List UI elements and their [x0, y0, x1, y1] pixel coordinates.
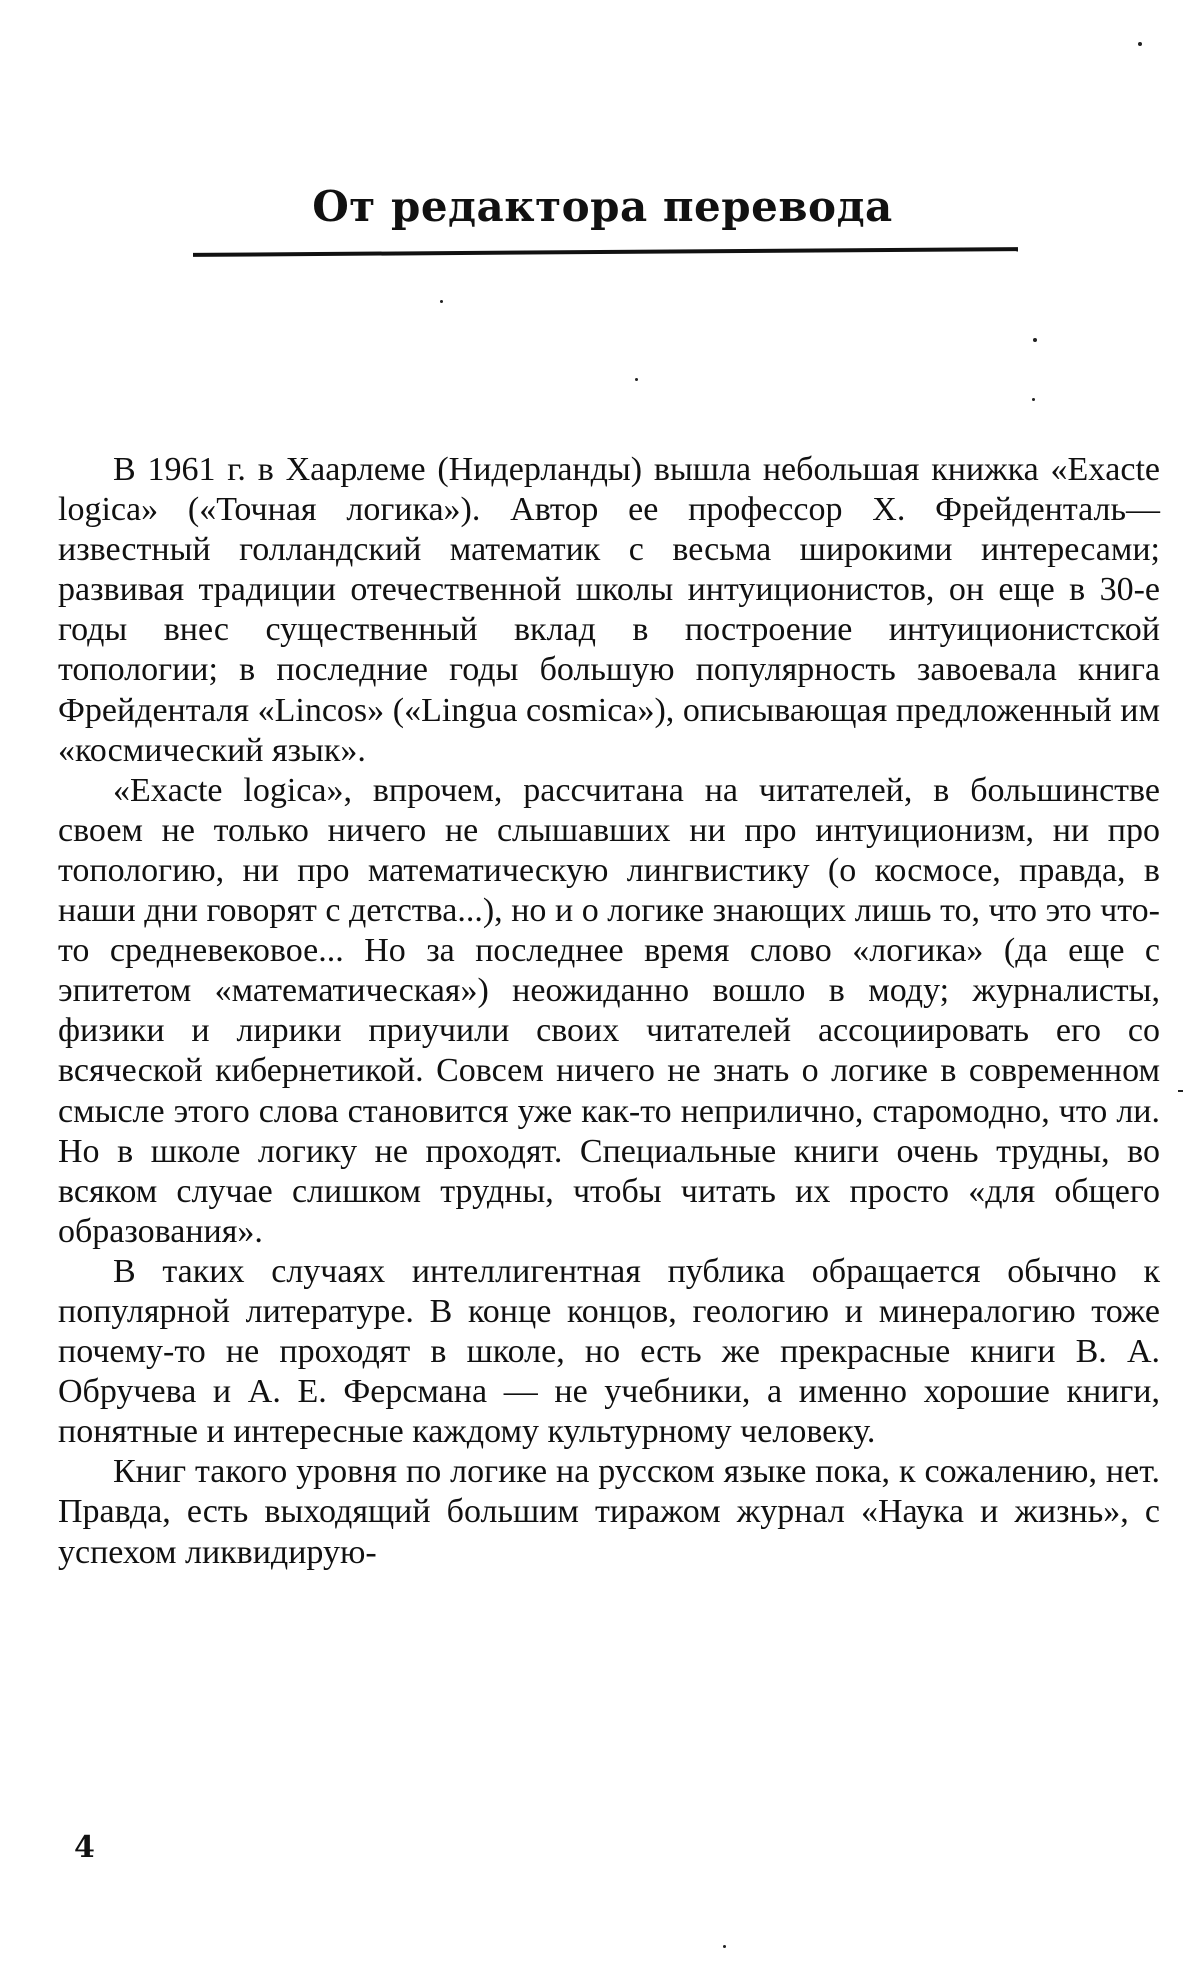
page-number: 4 [74, 1830, 95, 1865]
heading-underline [193, 247, 1018, 257]
page-heading: От редактора перевода [312, 182, 893, 231]
body-text [58, 450, 1160, 1573]
scan-speck [1178, 1090, 1183, 1092]
scan-speck [1033, 338, 1037, 342]
scan-speck [1032, 398, 1035, 401]
paragraph-4: Книг такого уровня по логике на русском языке пока, к сожалению, нет. Правда, есть выходящий большим тиражом журнал «Наука и жизнь», с успехом ликвидирую- [58, 1453, 1160, 1571]
paragraph-3: В таких случаях интеллигентная публика обращается обычно к популярной литературе. В конце концов, геологию и минералогию тоже почему-то не проходят в школе, но есть же прекрасные книги В. А. Обручева и А. Е. Ферсмана — не учебники, а именно хорошие книги, понятные и интересные каждому культурному человеку. [58, 1252, 1160, 1451]
scan-speck [635, 378, 638, 381]
scan-speck [1138, 42, 1142, 46]
scan-speck [723, 1945, 726, 1948]
paragraph-2: «Exacte logica», впрочем, рассчитана на читателей, в большинстве своем не только ничего не слышавших ни про интуиционизм, ни про топологию, ни про математическую лингвистику (о космосе, правда, в наши дни говорят с детства...), но и о логике знающих лишь то, что это что-то средневековое... Но за последнее время слово «логика» (да еще с эпитетом «математическая») неожиданно вошло в моду; журналисты, физики и лирики приучили своих читателей ассоциировать его со всяческой кибернетикой. Совсем ничего не знать о логике в современном смысле этого слова становится уже как-то неприлично, старомодно, что ли. Но в школе логику не проходят. Специальные книги очень трудны, во всяком случае слишком трудны, чтобы читать их просто «для общего образования». [58, 771, 1160, 1250]
paragraph-1: В 1961 г. в Хаарлеме (Нидерланды) вышла небольшая книжка «Exacte logica» («Точная логика»). Автор ее профессор Х. Фрейденталь—известный голландский математик с весьма широкими интересами; развивая традиции отечественной школы интуиционистов, он еще в 30-е годы внес существенный вклад в построение интуиционистской топологии; в последние годы большую популярность завоевала книга Фрейденталя «Lincos» («Lingua cosmica»), описывающая предложенный им «космический язык». [58, 451, 1160, 769]
scan-speck [440, 300, 443, 303]
